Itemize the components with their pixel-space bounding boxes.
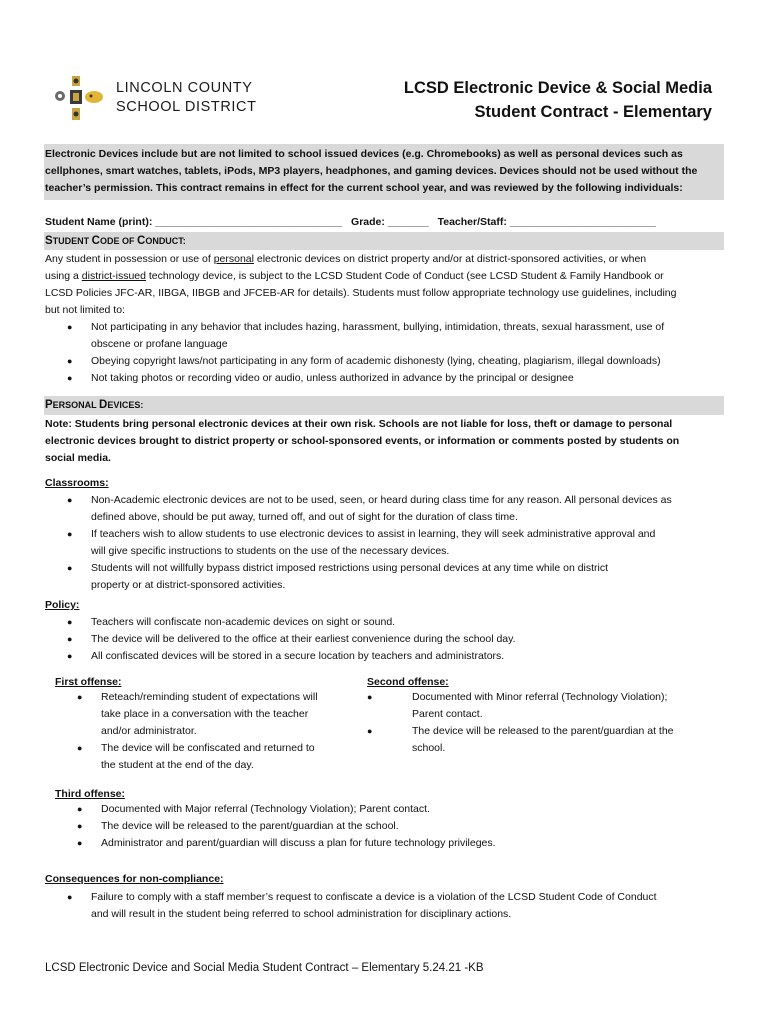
logo-line-2: SCHOOL DISTRICT [116, 99, 257, 115]
list-item [45, 319, 735, 353]
list-item: ● Administrator and parent/guardian will discuss a plan for future technology privileges. [55, 835, 735, 852]
conduct-list [45, 319, 735, 387]
list-item: ● The device will be released to the parent/guardian at the school. [55, 818, 735, 835]
classrooms-heading: Classrooms: [45, 477, 109, 489]
second-offense-list [345, 689, 715, 757]
list-item [45, 370, 735, 387]
second-offense-heading: Second offense: [367, 676, 449, 688]
conduct-heading-part: C [91, 235, 100, 247]
consequences-list [45, 889, 735, 923]
conduct-heading-part: ONDUCT: [145, 236, 186, 246]
first-offense-list [55, 689, 365, 774]
logo-line-1: LINCOLN COUNTY [116, 80, 253, 96]
list-item-text: obscene or profane language [91, 338, 228, 350]
note-line: Note: Students bring personal electronic devices at their own risk. Schools are not liable for loss, theft or damage to personal [45, 418, 673, 430]
list-item-text: and will result in the student being referred to school administration for disciplinary actions. [91, 908, 512, 920]
third-offense-heading: Third offense: [55, 788, 125, 800]
list-item [45, 492, 735, 526]
personal-heading-part: D [99, 399, 108, 411]
district-logo [50, 74, 260, 124]
list-item: ● The device will be delivered to the office at their earliest convenience during the school day. [45, 631, 735, 648]
personal-heading-part: P [45, 399, 53, 411]
list-item-text: property or at district-sponsored activities. [91, 579, 286, 591]
policy-list [45, 614, 735, 665]
conduct-text: technology device, is subject to the LCSD Student Code of Conduct (see LCSD Student & Family Handbook or [145, 270, 664, 282]
list-item: ● Documented with Major referral (Technology Violation); Parent contact. [55, 801, 735, 818]
list-item-text: Failure to comply with a staff member’s request to confiscate a device is a violation of the LCSD Student Code of Conduct [91, 891, 657, 903]
list-item [55, 689, 365, 740]
list-item-text: The device will be confiscated and returned to [101, 742, 315, 754]
document-title [404, 76, 712, 124]
list-item [45, 526, 735, 560]
list-item-text: The device will be released to the parent/guardian at the [412, 725, 674, 737]
list-item-text: If teachers wish to allow students to use electronic devices to assist in learning, they will seek administrative approval and [91, 528, 656, 540]
list-item-text: school. [412, 742, 446, 754]
list-item-text: Not participating in any behavior that includes hazing, harassment, bullying, intimidation, threats, sexual harassment, use of [91, 321, 665, 333]
personal-heading [45, 397, 725, 414]
conduct-heading [45, 233, 725, 250]
conduct-text: electronic devices on district property and/or at district-sponsored activities, or when [253, 253, 647, 265]
conduct-text: LCSD Policies JFC-AR, IIBGA, IIBGB and JFCEB-AR for details). Students must follow appropriate technology use guidelines, including [45, 287, 677, 299]
conduct-emphasis: district-issued [81, 270, 146, 282]
list-item-text: Non-Academic electronic devices are not to be used, seen, or heard during class time for any reason. All personal devices as [91, 494, 672, 506]
intro-line-3: teacher’s permission. This contract remains in effect for the current school year, and was reviewed by the following individuals: [45, 182, 683, 194]
conduct-heading-part: C [137, 235, 146, 247]
conduct-text: using a [45, 270, 82, 282]
consequences-heading: Consequences for non-compliance: [45, 873, 224, 885]
list-item-text: Parent contact. [412, 708, 483, 720]
intro-paragraph [45, 146, 725, 197]
signature-fields [45, 214, 725, 231]
personal-note [45, 416, 725, 467]
list-item [55, 740, 365, 774]
conduct-text: but not limited to: [45, 304, 125, 316]
first-offense-heading: First offense: [55, 676, 122, 688]
grade-field[interactable]: Grade: _______ [351, 216, 429, 228]
classrooms-list [45, 492, 735, 594]
title-line-1: LCSD Electronic Device & Social Media [403, 79, 712, 97]
third-offense-list [55, 801, 735, 852]
note-line: electronic devices brought to district property or school-sponsored events, or information or comments posted by students on [45, 435, 680, 447]
list-item-text: will give specific instructions to students on the use of the necessary devices. [91, 545, 450, 557]
list-item-text: the student at the end of the day. [101, 759, 254, 771]
conduct-heading-part: ODE OF [99, 236, 137, 246]
policy-heading: Policy: [45, 599, 80, 611]
list-item-text: Not taking photos or recording video or audio, unless authorized in advance by the principal or designee [91, 372, 574, 384]
page-footer: LCSD Electronic Device and Social Media Student Contract – Elementary 5.24.21 -KB [45, 962, 484, 974]
list-item-text: Obeying copyright laws/not participating in any form of academic dishonesty (lying, cheating, plagiarism, illegal downloads) [91, 355, 661, 367]
list-item-text: Students will not willfully bypass district imposed restrictions using personal devices at any time while on district [91, 562, 609, 574]
list-item-text: take place in a conversation with the teacher [101, 708, 309, 720]
list-item: ● All confiscated devices will be stored in a secure location by teachers and administrators. [45, 648, 735, 665]
list-item-text: Documented with Minor referral (Technology Violation); [412, 691, 668, 703]
logo-text [116, 79, 257, 117]
note-line: social media. [45, 452, 111, 464]
list-item: ● Teachers will confiscate non-academic devices on sight or sound. [45, 614, 735, 631]
list-item-text: Reteach/reminding student of expectations will [101, 691, 318, 703]
conduct-emphasis: personal [213, 253, 254, 265]
list-item-text: and/or administrator. [101, 725, 197, 737]
list-item [345, 723, 715, 757]
list-item [45, 560, 735, 594]
personal-heading-part: ERSONAL [52, 400, 100, 410]
personal-heading-part: EVICES: [107, 400, 144, 410]
intro-line-1: Electronic Devices include but are not limited to school issued devices (e.g. Chromebooks) as well as personal devices such as [45, 148, 683, 160]
teacher-field[interactable]: Teacher/Staff: _________________________ [437, 216, 656, 228]
list-item [45, 889, 735, 923]
list-item [45, 353, 735, 370]
list-item-text: defined above, should be put away, turned off, and out of sight for the duration of class time. [91, 511, 518, 523]
conduct-heading-part: S [45, 235, 53, 247]
conduct-heading-part: TUDENT [52, 236, 92, 246]
conduct-paragraph [45, 251, 725, 319]
district-emblem-icon [50, 74, 110, 124]
conduct-text: Any student in possession or use of [45, 253, 214, 265]
list-item [345, 689, 715, 723]
intro-line-2: cellphones, smart watches, tablets, iPods, MP3 players, headphones, and gaming devices. Devices should not be used without the [45, 165, 698, 177]
student-name-field[interactable]: Student Name (print): ________________________________ [45, 216, 343, 228]
title-line-2: Student Contract - Elementary [474, 103, 712, 121]
